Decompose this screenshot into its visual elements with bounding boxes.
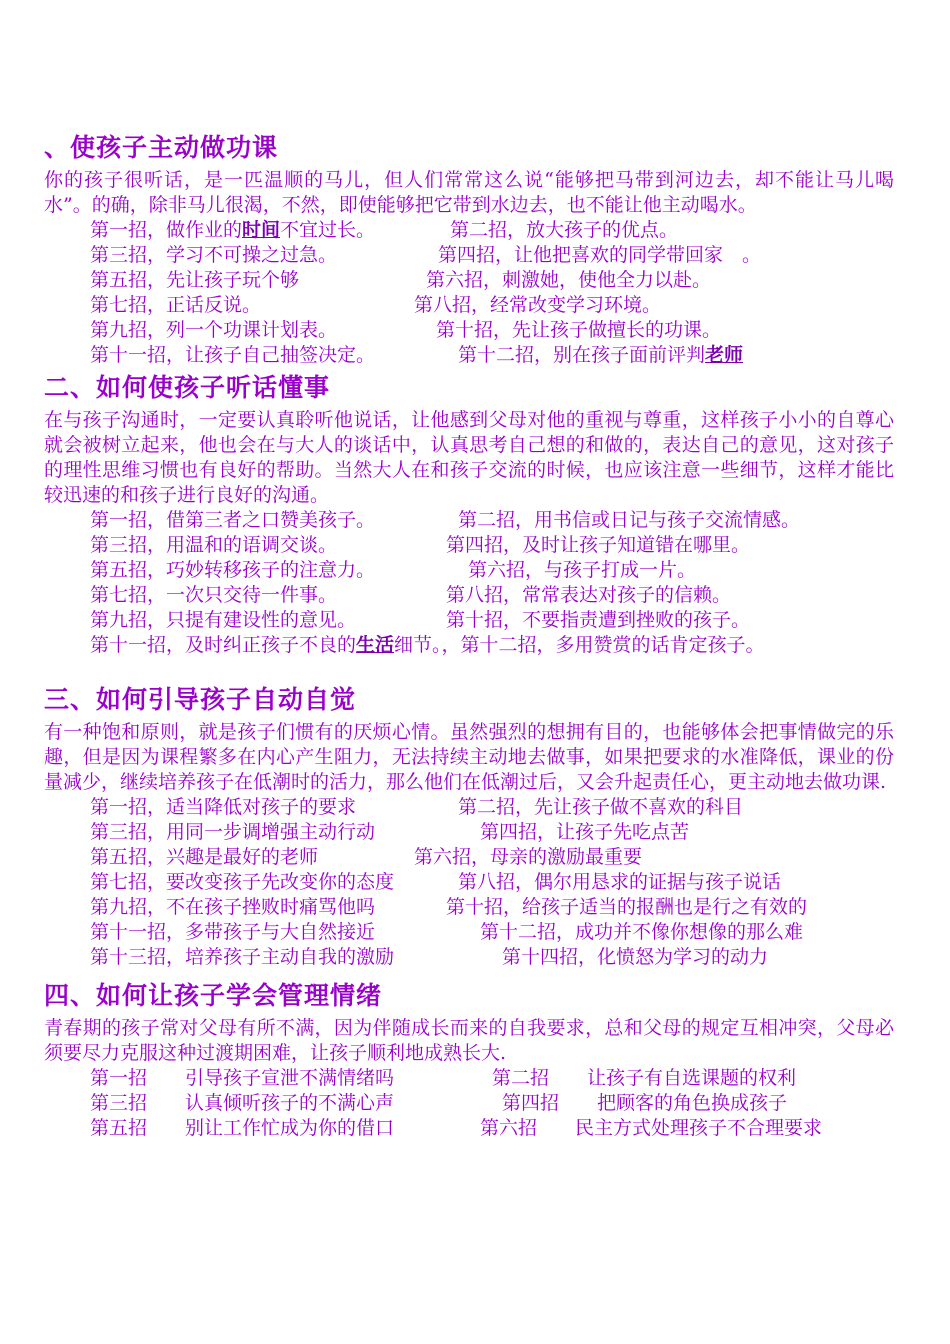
tip-right: 第二招，先让孩子做不喜欢的科目 (458, 796, 744, 818)
tip-left: 第十三招，培养孩子主动自我的激励 (90, 946, 395, 968)
tip-row (90, 633, 894, 658)
tip-row (90, 920, 894, 945)
tip-row (90, 820, 894, 845)
tip-left: 第五招，兴趣是最好的老师 (90, 846, 319, 868)
section-title: 二、如何使孩子听话懂事 (44, 373, 331, 402)
tip-left: 第五招，先让孩子玩个够 (90, 269, 300, 291)
tip-row (90, 558, 894, 583)
tip-left: 第一招，做作业的时间不宜过长。 (90, 219, 376, 241)
tip-right: 第二招，放大孩子的优点。 (450, 219, 679, 241)
tip-right: 第四招，及时让孩子知道错在哪里。 (446, 534, 751, 556)
tip-right: 第十四招，化愤怒为学习的动力 (502, 946, 769, 968)
spacer (44, 658, 894, 680)
tip-right: 第二招，用书信或日记与孩子交流情感。 (458, 509, 801, 531)
tip-row (90, 845, 894, 870)
tip-row (90, 268, 894, 293)
tip-left: 第一招，适当降低对孩子的要求 (90, 796, 357, 818)
tip-right: 第十招，给孩子适当的报酬也是行之有效的 (446, 896, 808, 918)
tip-right: 第十二招，别在孩子面前评判老师 (458, 344, 744, 366)
teacher-link[interactable]: 老师 (705, 344, 744, 366)
tip-row (90, 293, 894, 318)
tip-left: 第五招 别让工作忙成为你的借口 (90, 1117, 395, 1139)
tip-row (90, 218, 894, 243)
tip-right: 第十二招，成功并不像你想像的那么难 (480, 921, 804, 943)
tip-right: 第十招，不要指责遭到挫败的孩子。 (446, 609, 751, 631)
tip-right: 第六招，刺激她，使他全力以赴。 (426, 269, 712, 291)
time-link[interactable]: 时间 (242, 219, 281, 241)
document-page (44, 128, 894, 1141)
tip-right: 第十招，先让孩子做擅长的功课。 (436, 319, 722, 341)
tip-row (90, 343, 894, 368)
tips-list (44, 508, 894, 658)
tip-row (90, 318, 894, 343)
tips-list (44, 218, 894, 368)
tip-row (90, 1066, 894, 1091)
section-intro: 你的孩子很听话，是一匹温顺的马儿，但人们常常这么说“能够把马带到河边去，却不能让马儿喝水”。的确，除非马儿很渴，不然，即使能够把它带到水边去，也不能让他主动喝水。 (44, 169, 894, 216)
tip-left: 第五招，巧妙转移孩子的注意力。 (90, 559, 376, 581)
tip-right: 第四招，让他把喜欢的同学带回家 。 (438, 244, 762, 266)
tip-right: 第八招，常常表达对孩子的信赖。 (446, 584, 732, 606)
tip-left: 第一招 引导孩子宣泄不满情绪吗 (90, 1067, 395, 1089)
tip-right: 第六招，与孩子打成一片。 (468, 559, 697, 581)
life-link[interactable]: 生活 (356, 634, 395, 656)
tip-row (90, 895, 894, 920)
tip-left: 第十一招，让孩子自己抽签决定。 (90, 344, 376, 366)
tip-right: 第八招，经常改变学习环境。 (414, 294, 662, 316)
tip-left: 第十一招，多带孩子与大自然接近 (90, 921, 376, 943)
tip-right: 第四招，让孩子先吃点苦 (480, 821, 690, 843)
tip-row (90, 945, 894, 970)
tip-row (90, 795, 894, 820)
section-intro: 有一种饱和原则，就是孩子们惯有的厌烦心情。虽然强烈的想拥有目的，也能够体会把事情做完的乐趣，但是因为课程繁多在内心产生阻力，无法持续主动地去做事，如果把要求的水准降低，课业的份量减少，继续培养孩子在低潮时的活力，那么他们在低潮过后，又会升起责任心，更主动地去做功课. (44, 721, 894, 793)
tips-list (44, 1066, 894, 1141)
tip-row (90, 870, 894, 895)
tip-left: 第九招，只提有建设性的意见。 (90, 609, 357, 631)
tip-left: 第九招，列一个功课计划表。 (90, 319, 338, 341)
tip-right: 第二招 让孩子有自选课题的权利 (492, 1067, 797, 1089)
tip-row (90, 533, 894, 558)
tips-list (44, 795, 894, 970)
section-title: 四、如何让孩子学会管理情绪 (44, 981, 383, 1010)
tip-right: 第六招 民主方式处理孩子不合理要求 (480, 1117, 823, 1139)
tip-left: 第九招，不在孩子挫败时痛骂他吗 (90, 896, 376, 918)
tip-right: 第六招，母亲的激励最重要 (414, 846, 643, 868)
tip-left: 第一招，借第三者之口赞美孩子。 (90, 509, 376, 531)
tip-row (90, 1091, 894, 1116)
tip-right: 第四招 把顾客的角色换成孩子 (502, 1092, 788, 1114)
tip-row (90, 243, 894, 268)
tip-left: 第七招，正话反说。 (90, 294, 262, 316)
tip-right: 第八招，偶尔用恳求的证据与孩子说话 (458, 871, 782, 893)
tip-left: 第三招 认真倾听孩子的不满心声 (90, 1092, 395, 1114)
section-title: 三、如何引导孩子自动自觉 (44, 685, 357, 714)
tip-left: 第三招，学习不可操之过急。 (90, 244, 338, 266)
section-intro: 在与孩子沟通时，一定要认真聆听他说话，让他感到父母对他的重视与尊重，这样孩子小小的自尊心就会被树立起来，他也会在与大人的谈话中，认真思考自己想的和做的，表达自己的意见，这对孩子的理性思维习惯也有良好的帮助。当然大人在和孩子交流的时候，也应该注意一些细节，这样才能比较迅速的和孩子进行良好的沟通。 (44, 409, 894, 506)
section-intro: 青春期的孩子常对父母有所不满，因为伴随成长而来的自我要求，总和父母的规定互相冲突，父母必须要尽力克服这种过渡期困难，让孩子顺利地成熟长大. (44, 1017, 894, 1064)
tip-left: 第七招，要改变孩子先改变你的态度 (90, 871, 395, 893)
tip-row (90, 1116, 894, 1141)
tip-row (90, 608, 894, 633)
tip-left: 第三招，用温和的语调交谈。 (90, 534, 338, 556)
section-title: 、使孩子主动做功课 (44, 133, 279, 162)
tip-row (90, 583, 894, 608)
tip-left: 第十一招，及时纠正孩子不良的生活细节。，第十二招，多用赞赏的话肯定孩子。 (90, 634, 765, 656)
tip-left: 第三招，用同一步调增强主动行动 (90, 821, 376, 843)
tip-row (90, 508, 894, 533)
tip-left: 第七招，一次只交待一件事。 (90, 584, 338, 606)
